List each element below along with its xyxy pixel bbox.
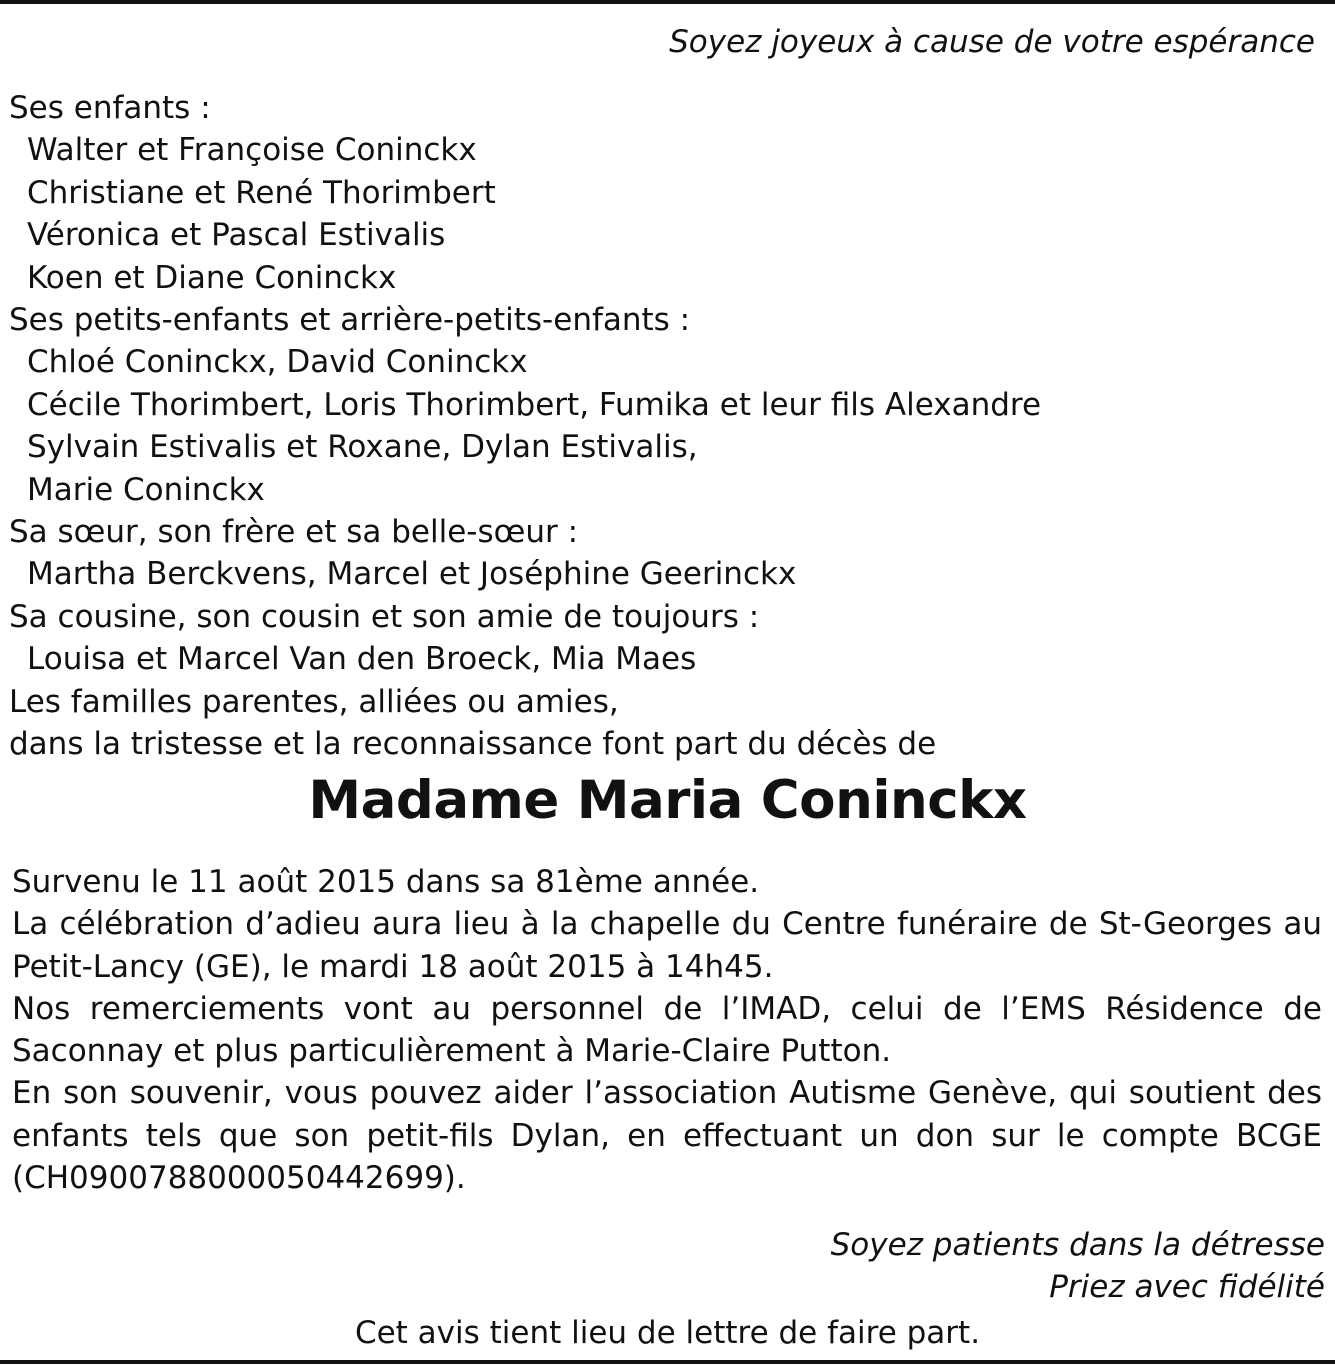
closing-motto — [831, 1224, 1325, 1308]
body-paragraph-donation: En son souvenir, vous pouvez aider l’association Autisme Genève, qui soutient des enfants tels que son petit-fils Dylan, en effectuant un don sur le compte BCGE (CH0900788000050442699). — [12, 1075, 1322, 1197]
family-member-line: Sylvain Estivalis et Roxane, Dylan Estivalis, — [27, 429, 698, 466]
deceased-name: Madame Maria Coninckx — [308, 770, 1027, 831]
family-member-line: Walter et Françoise Coninckx — [27, 132, 477, 169]
bottom-border-rule — [0, 1360, 1335, 1364]
notice-body — [12, 861, 1322, 1199]
family-heading-cousins-friend: Sa cousine, son cousin et son amie de toujours : — [9, 598, 760, 635]
family-member-line: Koen et Diane Coninckx — [27, 259, 397, 296]
family-member-line: Louisa et Marcel Van den Broeck, Mia Maes — [27, 641, 697, 678]
families-line: Les familles parentes, alliées ou amies, — [9, 683, 619, 720]
family-member-line: Martha Berckvens, Marcel et Joséphine Geerinckx — [27, 556, 797, 593]
announcement-line: dans la tristesse et la reconnaissance font part du décès de — [9, 726, 937, 763]
family-list — [9, 87, 1319, 766]
opening-motto: Soyez joyeux à cause de votre espérance — [669, 24, 1315, 60]
family-heading-children: Ses enfants : — [9, 90, 211, 126]
closing-motto-line: Soyez patients dans la détresse — [830, 1227, 1325, 1263]
top-border-rule — [0, 0, 1335, 4]
body-paragraph-thanks: Nos remerciements vont au personnel de l’IMAD, celui de l’EMS Résidence de Saconnay et plus particulièrement à Marie-Claire Putton. — [12, 990, 1322, 1070]
notice-statement: Cet avis tient lieu de lettre de faire part. — [354, 1315, 981, 1351]
family-member-line: Marie Coninckx — [27, 471, 265, 508]
family-member-line: Cécile Thorimbert, Loris Thorimbert, Fumika et leur fils Alexandre — [27, 386, 1042, 423]
family-heading-siblings: Sa sœur, son frère et sa belle-sœur : — [9, 514, 579, 551]
body-paragraph-death-date: Survenu le 11 août 2015 dans sa 81ème année. — [12, 864, 760, 900]
family-member-line: Christiane et René Thorimbert — [27, 174, 496, 211]
family-heading-grandchildren: Ses petits-enfants et arrière-petits-enfants : — [9, 302, 691, 339]
closing-motto-line: Priez avec fidélité — [1049, 1269, 1325, 1305]
family-member-line: Véronica et Pascal Estivalis — [27, 217, 446, 254]
body-paragraph-ceremony: La célébration d’adieu aura lieu à la chapelle du Centre funéraire de St-Georges au Petit-Lancy (GE), le mardi 18 août 2015 à 14h45. — [12, 906, 1322, 985]
family-member-line: Chloé Coninckx, David Coninckx — [27, 344, 528, 381]
